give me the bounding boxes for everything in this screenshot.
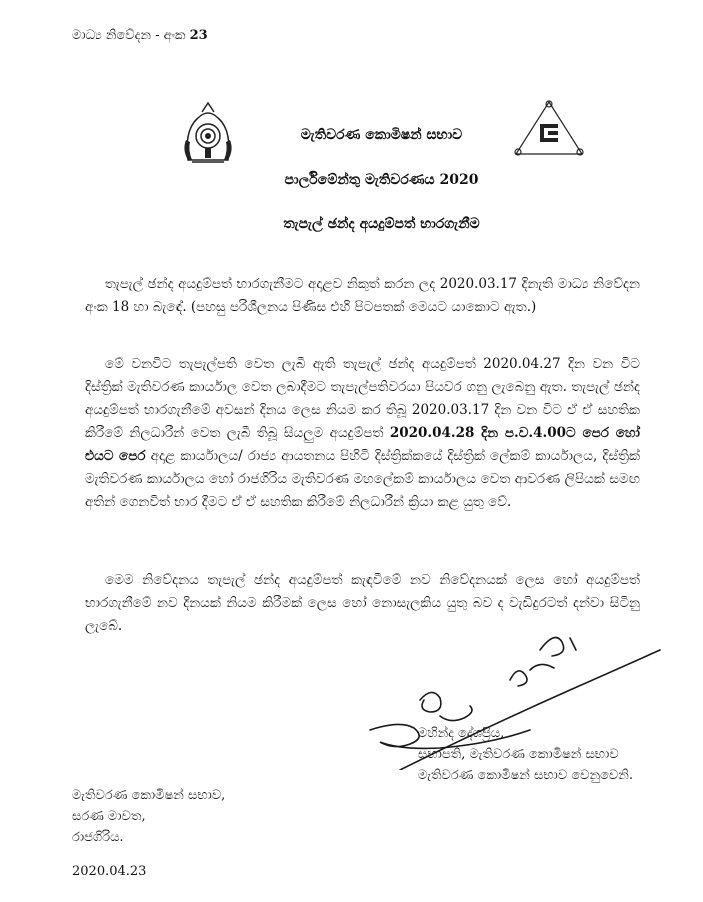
paragraph-2-deadline: 2020.04.28 දින ප.ව.4.00ට පෙර හෝ එයට පෙර xyxy=(85,425,640,464)
release-date: 2020.04.23 xyxy=(72,864,147,879)
address-line-1: මැතිවරණ කොමිෂන් සභාව, xyxy=(72,788,226,803)
media-release-reference xyxy=(72,28,208,43)
paragraph-2-part-a: මේ වනවිට තැපැල්පති වෙත ලැබී ඇති තැපැල් ඡන්ද අයදුම්පත් 2020.04.27 දින වන විට දිස්ත්‍රික් මැතිවරණ කාර්යාල වෙත ලබාදීමට තැපැල්පතිවරයා පියවර ගනු ලැබෙනු ඇත. තැපැල් ඡන්ද අයදුම්පත් භාරගැනීමේ අවසන් දිනය ලෙස නියම කර තිබූ 2020.03.17 දින වන විට ඒ ඒ සහතික කිරීමේ නිලධාරීන් වෙත ලැබී තිබූ සියලුම අයදුම්පත් xyxy=(85,356,640,441)
paragraph-2 xyxy=(85,353,640,514)
commission-title: මැතිවරණ කොමිෂන් සභාව xyxy=(300,127,463,143)
paragraph-2-part-b: අදාළ කාර්යාලය/ රාජ්‍ය ආයතනය පිහිටි දිස්ත්‍රික්කයේ දිස්ත්‍රික් ලේකම් කාර්යාලය, දිස්ත්‍රික් මැතිවරණ කාර්යාලය හෝ රාජගිරිය මැතිවරණ මහලේකම් කාර්යාලය වෙත ආවරණ ලිපියක් සමඟ අතින් ගෙනවිත් භාර දීමට ඒ ඒ සහතික කිරීමේ නිලධාරීන් ක්‍රියා කළ යුතු වේ. xyxy=(85,448,640,510)
reference-number: 23 xyxy=(189,28,208,43)
reference-prefix: මාධ්‍ය නිවේදන - අංක xyxy=(72,28,186,43)
signature-block xyxy=(418,723,633,786)
address-block xyxy=(72,785,225,848)
signatory-on-behalf: මැතිවරණ කොමිෂන් සභාව වෙනුවෙනි. xyxy=(418,768,633,783)
signatory-title: සභාපති, මැතිවරණ කොමිෂන් සභාව xyxy=(418,747,619,762)
address-line-3: රාජගිරිය. xyxy=(72,830,124,845)
paragraph-3: මෙම නිවේදනය තැපැල් ඡන්ද අයදුම්පත් කැඳවීමේ නව නිවේදනයක් ලෙස හෝ අයදුම්පත් භාරගැනීමේ නව දිනයක් නියම කිරීමක් ලෙස හෝ නොසැලකිය යුතු බව ද වැඩිදුරටත් දන්වා සිටිනු ලැබේ. xyxy=(85,572,640,634)
election-title: පාර්ලිමේන්තු මැතිවරණය 2020 xyxy=(284,172,479,188)
signatory-name: මහින්ද දේශප්‍රිය, xyxy=(418,726,505,741)
address-line-2: සරණ මාවත, xyxy=(72,809,146,824)
subject-title: තැපැල් ඡන්ද අයදුම්පත් භාරගැනීම xyxy=(283,216,480,232)
paragraph-1: තැපැල් ඡන්ද අයදුම්පත් භාරගැනීමට අදාළව නිකුත් කරන ලද 2020.03.17 දිනැති මාධ්‍ය නිවේදන අංක 18 හා බැඳේ. (පහසු පරිශීලනය පිණිස එහි පිටපතක් මෙයට යාකොට ඇත.) xyxy=(85,276,640,315)
